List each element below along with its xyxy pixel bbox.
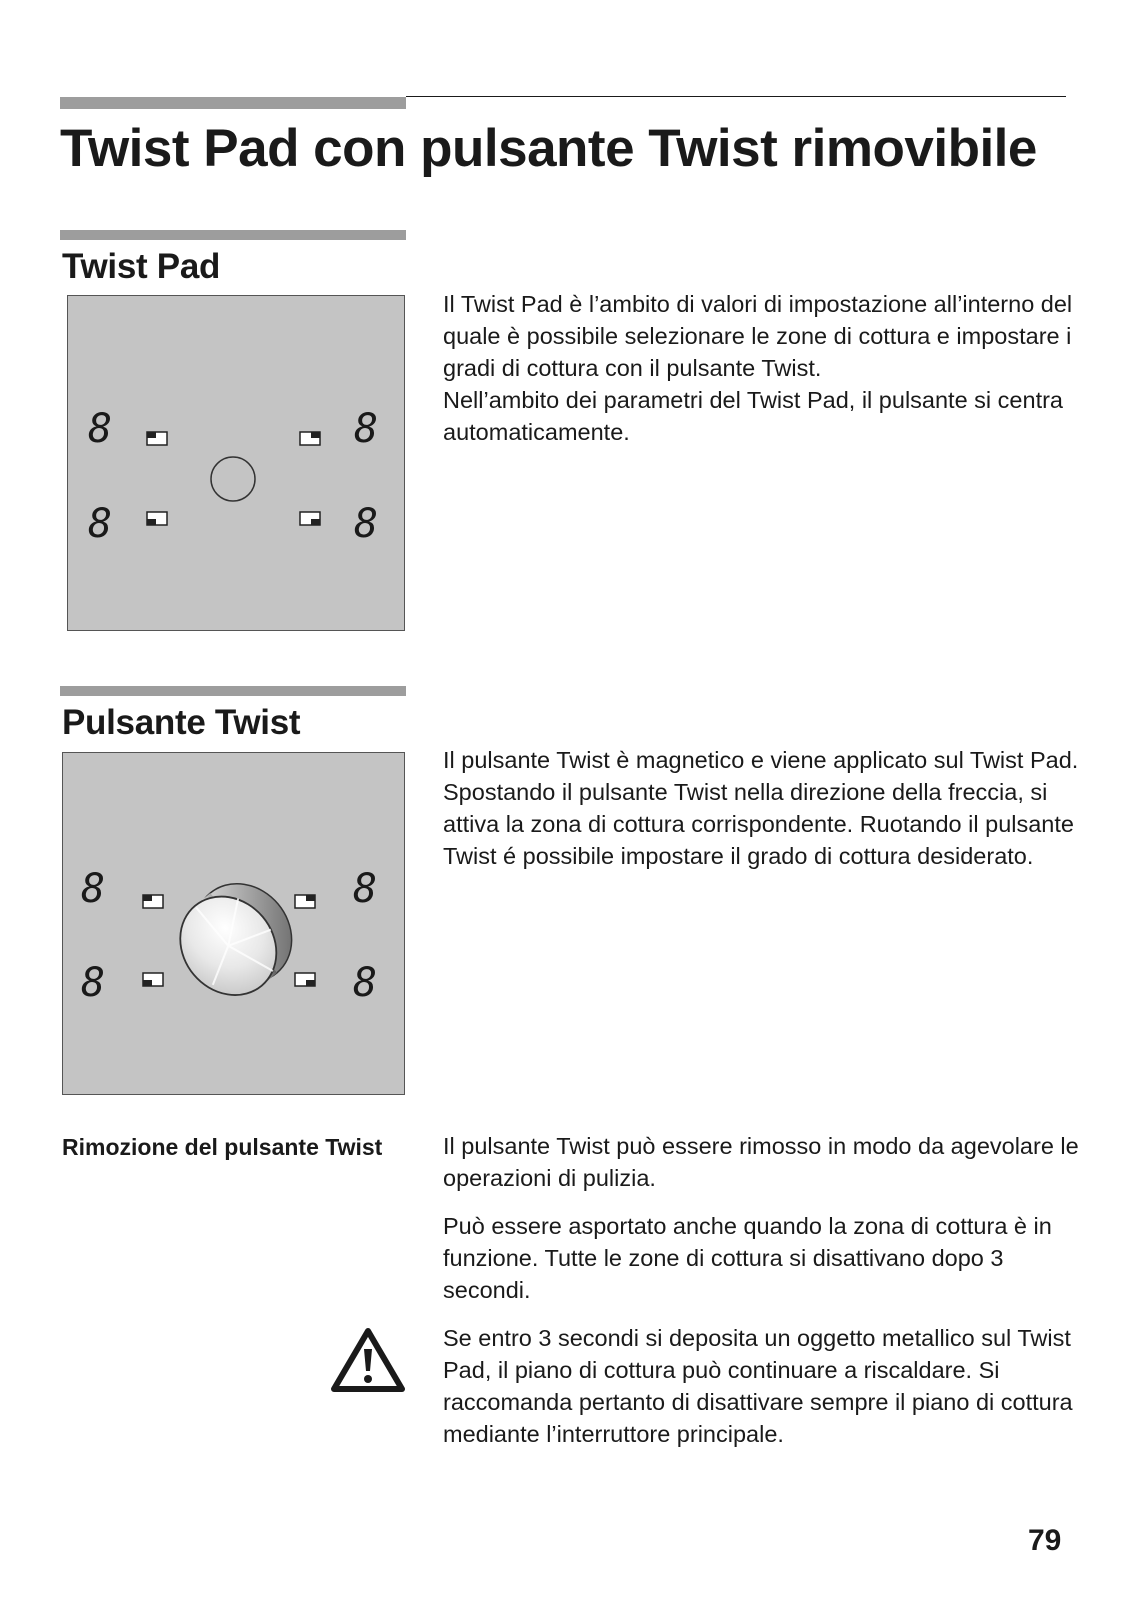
cooking-zone-display-front-left: 8 xyxy=(88,406,113,452)
paragraph: Il pulsante Twist può essere rimosso in modo da agevolare le operazioni di pulizia. xyxy=(443,1133,1079,1191)
cooking-zone-display-front-right: 8 xyxy=(354,406,379,452)
section-heading-twist-pad: Twist Pad xyxy=(62,247,221,286)
cooking-zone-display-rear-left: 8 xyxy=(81,960,106,1006)
rimozione-description xyxy=(443,1130,1083,1450)
paragraph: Il Twist Pad è l’ambito di valori di impostazione all’interno del quale è possibile selezionare le zone di cottura e impostare i gradi di cottura con il pulsante Twist. xyxy=(443,291,1073,381)
twist-pad-illustration xyxy=(67,295,405,631)
page-number: 79 xyxy=(1028,1524,1062,1557)
paragraph: Nell’ambito dei parametri del Twist Pad, il pulsante si centra automaticamente. xyxy=(443,387,1063,445)
cooking-zone-display-rear-right: 8 xyxy=(353,960,378,1006)
rimozione-label: Rimozione del pulsante Twist xyxy=(62,1134,383,1160)
cooking-zone-display-front-right: 8 xyxy=(353,866,378,912)
pulsante-twist-description xyxy=(443,744,1083,872)
page-title: Twist Pad con pulsante Twist rimovibile xyxy=(60,119,1037,178)
cooking-zone-display-front-left: 8 xyxy=(81,866,106,912)
section-heading-pulsante-twist: Pulsante Twist xyxy=(62,703,301,742)
cooking-zone-display-rear-left: 8 xyxy=(88,501,113,547)
warning-text: Se entro 3 secondi si deposita un oggetto metallico sul Twist Pad, il piano di cottura può continuare a riscaldare. Si raccomanda pertanto di disattivare sempre il piano di cottura mediante l’interruttore principale. xyxy=(443,1325,1073,1447)
paragraph: Il pulsante Twist è magnetico e viene applicato sul Twist Pad. Spostando il pulsante Twist nella direzione della freccia, si attiva la zona di cottura corrispondente. Ruotando il pulsante Twist é possibile impostare il grado di cottura desiderato. xyxy=(443,747,1079,869)
header-rule-thin xyxy=(406,96,1066,97)
header-rule-thick xyxy=(60,97,406,109)
twist-pad-description xyxy=(443,288,1083,448)
paragraph: Può essere asportato anche quando la zona di cottura è in funzione. Tutte le zone di cottura si disattivano dopo 3 secondi. xyxy=(443,1213,1052,1303)
warning-triangle-icon xyxy=(329,1325,407,1395)
twist-knob-illustration xyxy=(62,752,405,1095)
cooking-zone-display-rear-right: 8 xyxy=(354,501,379,547)
section-rule-twist-pad xyxy=(60,230,406,240)
twist-pad-center-circle xyxy=(211,457,255,501)
twist-knob xyxy=(160,864,311,1014)
section-rule-pulsante-twist xyxy=(60,686,406,696)
